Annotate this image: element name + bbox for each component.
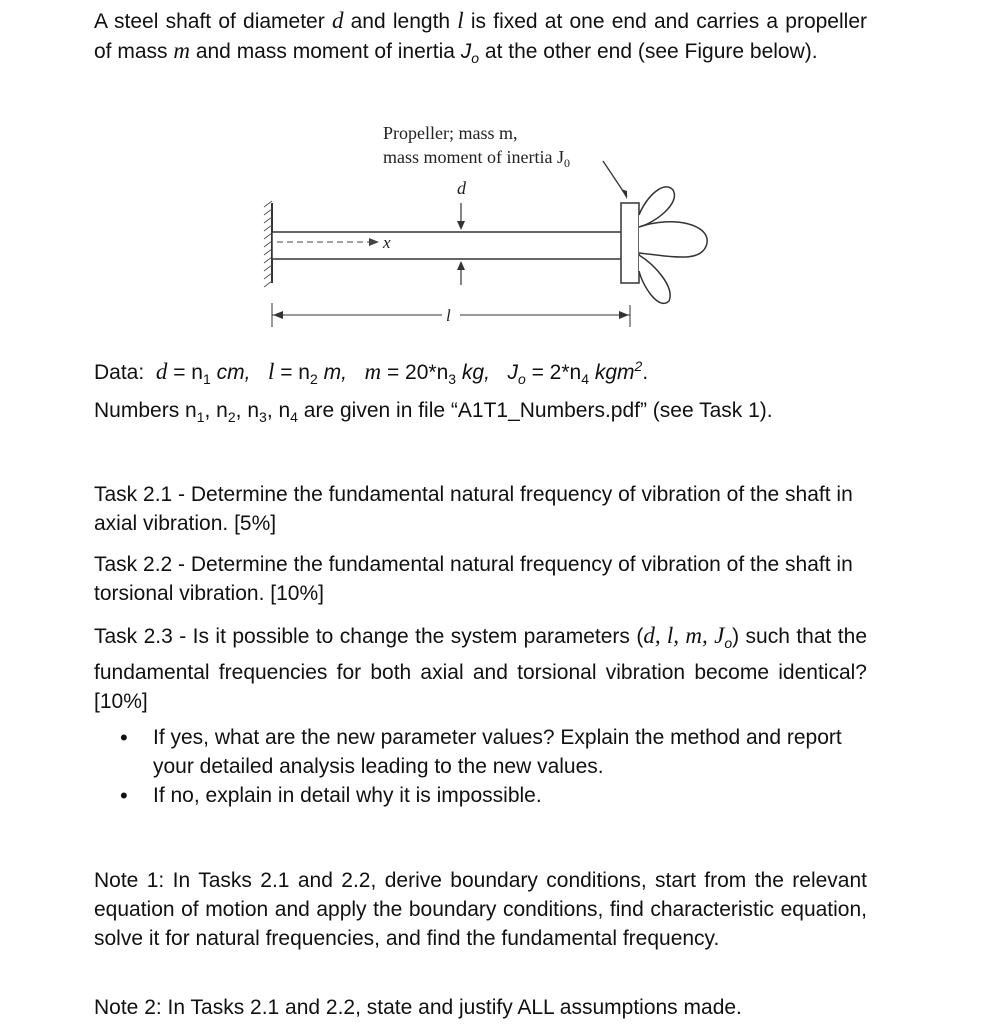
- numbers-line: [94, 396, 867, 432]
- data-m-symbol: m: [364, 359, 382, 384]
- numbers-sub-4: 4: [290, 409, 298, 426]
- data-d-symbol: d: [155, 359, 168, 384]
- numbers-text: , n: [204, 399, 228, 422]
- length-label: l: [446, 306, 451, 325]
- data-l-unit: m,: [317, 361, 347, 384]
- figure-label-line1: Propeller; mass m,: [383, 123, 518, 143]
- data-m-value: = 20*n: [381, 361, 449, 384]
- data-d-unit: cm,: [210, 361, 251, 384]
- fixed-wall: [264, 201, 272, 287]
- figure-label-line2: mass moment of inertia $J_0$: [383, 147, 570, 170]
- shaft: [272, 232, 622, 259]
- task-2-3: [94, 621, 867, 716]
- symbol-m: m: [173, 38, 190, 63]
- intro-text: and mass moment of inertia: [189, 40, 461, 63]
- diameter-arrowhead-bottom: [457, 261, 465, 270]
- task-2-3-param-subscript: o: [724, 635, 733, 652]
- symbol-J-subscript: o: [471, 50, 480, 67]
- propeller-hub: [621, 203, 639, 283]
- intro-text: at the other end (see Figure below).: [479, 40, 818, 63]
- bullet-list: [120, 723, 867, 810]
- data-l-subscript: 2: [310, 371, 318, 388]
- propeller-blade-bottom: [639, 255, 670, 303]
- data-d-value: = n: [167, 361, 203, 384]
- intro-paragraph: [94, 6, 867, 73]
- task-2-3-params: d, l, m, J: [643, 623, 725, 648]
- data-m-unit: kg,: [456, 361, 490, 384]
- data-d-subscript: 1: [203, 371, 211, 388]
- intro-text: and length: [343, 10, 458, 33]
- numbers-sub-1: 1: [196, 409, 205, 426]
- numbers-sub-3: 3: [259, 409, 267, 426]
- data-J-value: = 2*n: [525, 361, 582, 384]
- data-l-value: = n: [274, 361, 310, 384]
- data-J-n-subscript: 4: [581, 371, 589, 388]
- numbers-sub-2: 2: [227, 409, 236, 426]
- l-dim-arrowhead-left: [273, 311, 283, 319]
- pointer-arrowhead: [621, 189, 627, 199]
- numbers-text: Numbers n: [94, 399, 197, 422]
- shaft-figure: [255, 115, 725, 335]
- diameter-label: d: [457, 178, 466, 198]
- intro-text: is fixed at one end and carries a propeller of mass: [94, 10, 867, 63]
- diameter-arrowhead-top: [457, 221, 465, 230]
- note-1: Note 1: In Tasks 2.1 and 2.2, derive boundary conditions, start from the relevant equation of motion and apply the boundary conditions, find characteristic equation, solve it for natural frequencies, and find the fundamental frequency.: [94, 869, 867, 950]
- numbers-text: , n: [235, 399, 260, 422]
- propeller-blade-right: [639, 222, 707, 257]
- data-J-symbol: J: [507, 361, 518, 384]
- task-2-3-text: Task 2.3 - Is it possible to change the system parameters (: [94, 625, 644, 648]
- data-end: .: [642, 361, 649, 384]
- data-l-symbol: l: [267, 359, 275, 384]
- numbers-text: , n: [266, 399, 291, 422]
- data-prefix: Data:: [94, 361, 145, 384]
- task-2-2: Task 2.2 - Determine the fundamental natural frequency of vibration of the shaft in torsional vibration. [10%]: [94, 553, 853, 605]
- bullet-item: • If yes, what are the new parameter values? Explain the method and report your detailed analysis leading to the new values.: [120, 723, 867, 781]
- note-2: Note 2: In Tasks 2.1 and 2.2, state and justify ALL assumptions made.: [94, 996, 742, 1019]
- symbol-J: J: [460, 40, 472, 63]
- task-2-1: Task 2.1 - Determine the fundamental natural frequency of vibration of the shaft in axial vibration. [5%]: [94, 483, 853, 535]
- symbol-l: l: [457, 8, 464, 33]
- data-line: [94, 352, 867, 394]
- bullet-item: • If no, explain in detail why it is impossible.: [120, 781, 867, 810]
- l-dim-arrowhead-right: [619, 311, 629, 319]
- data-J-superscript: 2: [634, 358, 643, 374]
- task-2-3-text: ) such that the fundamental frequencies for both axial and torsional vibration become identical? [10%]: [94, 625, 867, 714]
- data-J-unit: kgm: [589, 361, 635, 384]
- x-axis-label: x: [383, 233, 391, 252]
- symbol-d: d: [331, 8, 344, 33]
- numbers-text: are given in file “A1T1_Numbers.pdf” (see Task 1).: [297, 399, 773, 422]
- intro-text: A steel shaft of diameter: [94, 10, 332, 33]
- data-m-subscript: 3: [448, 371, 457, 388]
- data-J-subscript: o: [517, 371, 526, 388]
